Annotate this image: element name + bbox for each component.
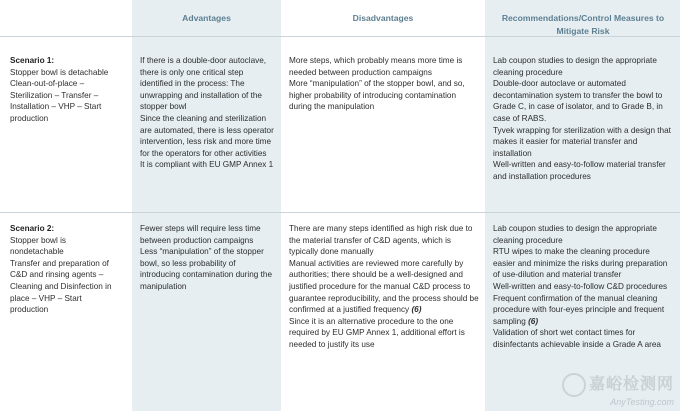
scenario-2-line: production <box>10 305 49 315</box>
scenario-1-line: Stopper bowl is detachable <box>10 67 109 77</box>
header-recommendations: Recommendations/Control Measures to Mitigate Risk <box>501 13 665 36</box>
advantage-item: If there is a double-door autoclave, there is only one critical step identified in the process: The unwrapping and installation of the stopper bowl <box>140 56 267 112</box>
scenario-2-advantages <box>140 223 276 293</box>
disadvantage-item: More “manipulation” of the stopper bowl, and so, higher probability of introducing contamination during the manipulation <box>289 79 465 112</box>
disadvantage-item <box>289 258 479 316</box>
advantage-item: Fewer steps will require less time between production campaigns <box>140 224 261 245</box>
disadvantage-item: Since it is an alternative procedure to the one required by EU GMP Annex 1, additional effort is needed to justify its use <box>289 316 465 349</box>
watermark-cn: 嘉峪检测网 <box>588 376 674 394</box>
scenario-1-line: Sterilization – Transfer – <box>10 90 99 100</box>
scenario-2-line: C&D and rinsing agents – <box>10 270 104 280</box>
disadvantage-text: Manual activities are reviewed more carefully by authorities; there should be a well-designed and justified procedure for the manual C&D process to guarantee reproducibility, and the process should be confirmed at a justified frequency <box>289 258 479 315</box>
scenario-2-line: Stopper bowl is <box>10 235 66 245</box>
scenario-1-cell <box>10 55 128 125</box>
disadvantage-item: More steps, which probably means more time is needed between production campaigns <box>289 56 463 77</box>
disadvantage-item: There are many steps identified as high risk due to the material transfer of C&D agents, which is typically done manually <box>289 224 473 257</box>
scenario-1-line: Clean-out-of-place – <box>10 79 85 89</box>
reference-mark: (6) <box>411 305 422 315</box>
scenario-1-disadvantages <box>289 55 479 113</box>
recommendation-item: Tyvek wrapping for sterilization with a design that makes it easier for material transfer and installation <box>493 125 671 158</box>
scenario-1-line: production <box>10 113 49 123</box>
header-advantages: Advantages <box>182 13 231 23</box>
watermark-brand <box>562 371 674 397</box>
advantage-item: Since the cleaning and sterilization are automated, there is less operator intervention, less risk and more time for the operators for other activities <box>140 113 274 158</box>
scenario-2-disadvantages <box>289 223 479 351</box>
watermark-en: AnyTesting.com <box>610 397 674 407</box>
header-divider <box>0 36 680 37</box>
recommendation-text: Frequent confirmation of the manual cleaning procedure with four-eyes principle and frequent sampling <box>493 293 665 326</box>
scenario-2-cell <box>10 223 128 316</box>
scenario-1-line: Installation – VHP – Start <box>10 102 102 112</box>
scenario-2-line: Cleaning and Disinfection in <box>10 281 112 291</box>
header-disadvantages: Disadvantages <box>352 13 414 23</box>
recommendation-item: Lab coupon studies to design the appropriate cleaning procedure <box>493 56 657 77</box>
scenario-1-recommendations <box>493 55 673 183</box>
scenario-1-title: Scenario 1: <box>10 56 55 65</box>
advantage-item: Less “manipulation” of the stopper bowl, so less probability of introducing contamination during the manipulation <box>140 247 272 291</box>
recommendation-item <box>493 293 673 328</box>
advantage-item: It is compliant with EU GMP Annex 1 <box>140 160 274 170</box>
scenario-2-title: Scenario 2: <box>10 224 55 233</box>
scenario-2-line: nondetachable <box>10 247 64 257</box>
scenario-2-line: Transfer and preparation of <box>10 258 109 268</box>
watermark-logo-icon <box>562 373 586 397</box>
recommendation-item: RTU wipes to make the cleaning procedure easier and minimize the risks during preparation of use-dilution and material transfer <box>493 247 668 280</box>
recommendation-item: Well-written and easy-to-follow material transfer and installation procedures <box>493 160 666 181</box>
recommendation-item: Validation of short wet contact times for disinfectants achievable inside a Grade A area <box>493 328 661 349</box>
scenario-1-advantages <box>140 55 276 171</box>
watermark <box>562 371 674 407</box>
scenario-2-line: place – VHP – Start <box>10 293 82 303</box>
recommendation-item: Well-written and easy-to-follow C&D procedures <box>493 281 668 291</box>
reference-mark: (6) <box>528 316 539 326</box>
recommendation-item: Lab coupon studies to design the appropriate cleaning procedure <box>493 224 657 245</box>
scenario-2-recommendations <box>493 223 673 351</box>
row-divider <box>0 212 680 213</box>
recommendation-item: Double-door autoclave or automated decontamination system to transfer the bowl to Grade C, in case of isolator, and to Grade B, in case of RABS. <box>493 79 663 123</box>
